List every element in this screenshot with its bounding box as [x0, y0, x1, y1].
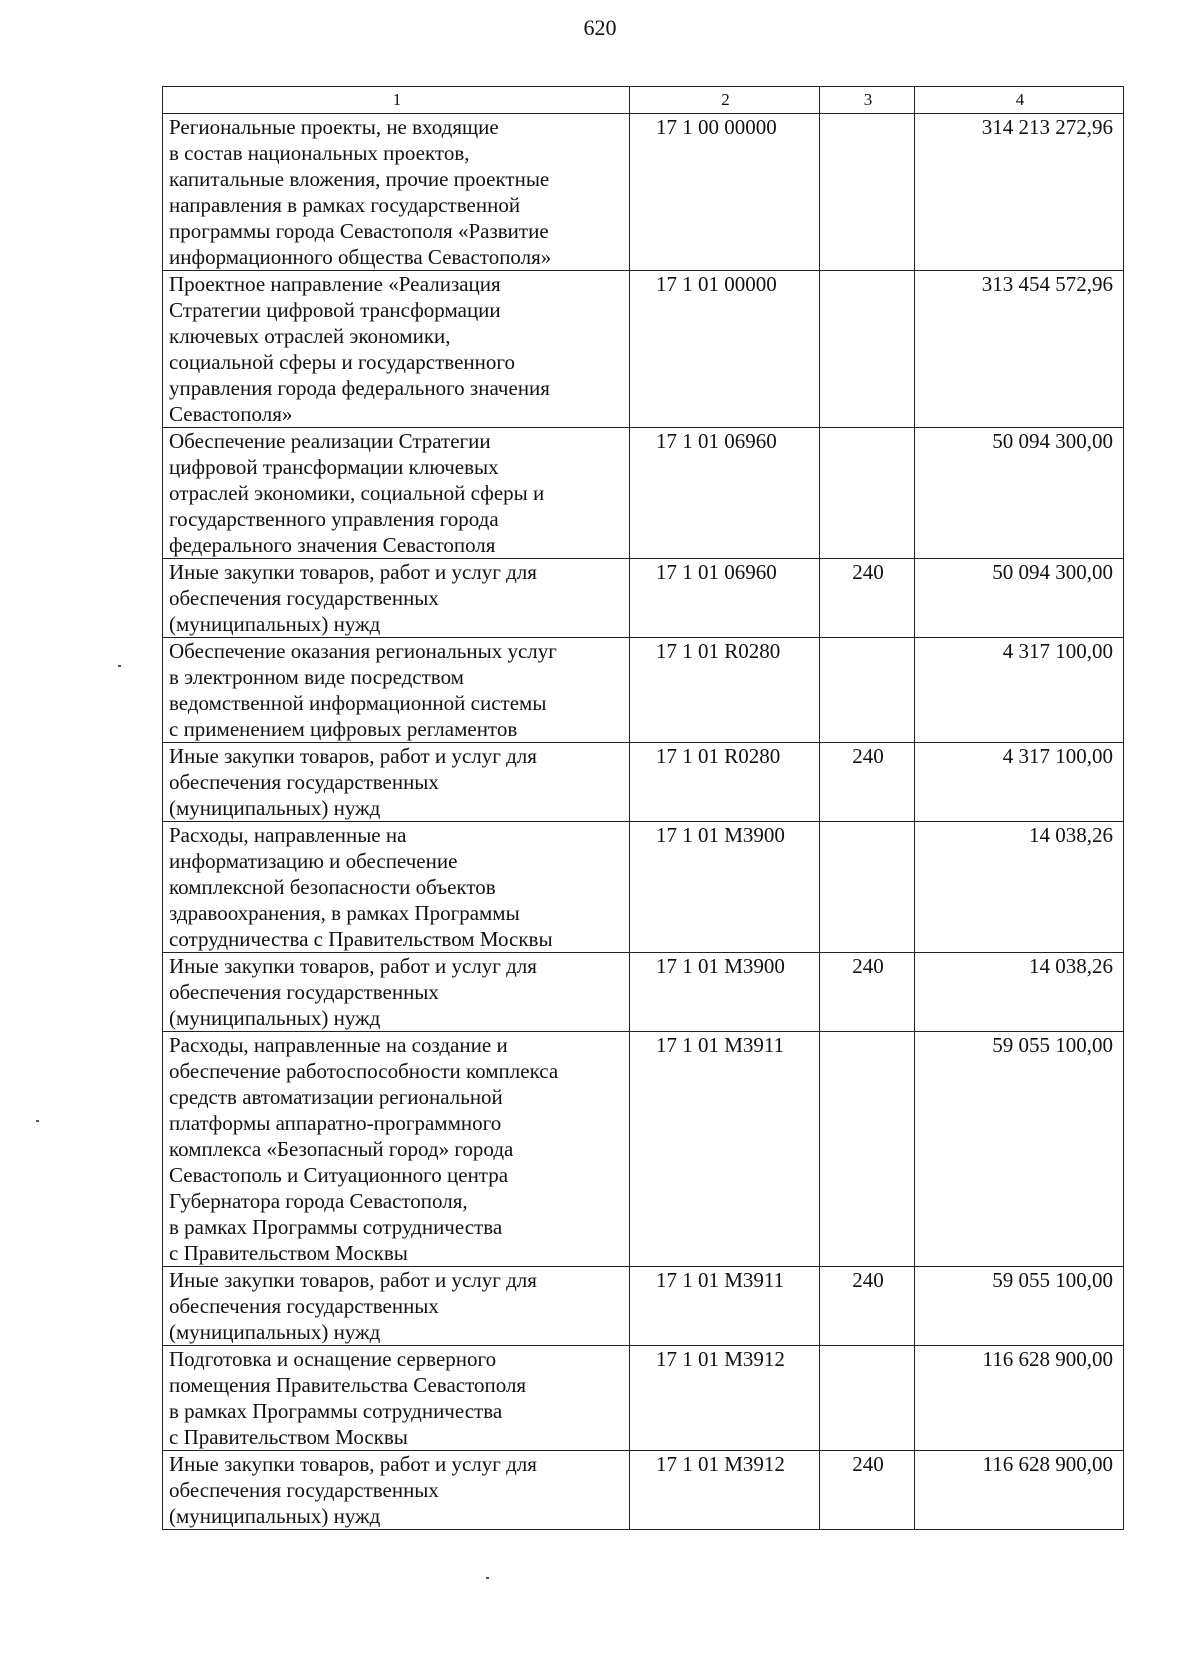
row-type: [820, 271, 915, 428]
row-name: Расходы, направленные на создание и обеспечение работоспособности комплекса средств автоматизации региональной платформы аппаратно-программного комплекса «Безопасный город» города Севастополь и Ситуационного центра Губернатора города Севастополя, в рамках Программы сотрудничества с Правительством Москвы: [163, 1032, 630, 1267]
table-row: [163, 1451, 1124, 1530]
table-row: [163, 743, 1124, 822]
row-type: [820, 428, 915, 559]
row-name: Обеспечение реализации Стратегии цифровой трансформации ключевых отраслей экономики, социальной сферы и государственного управления города федерального значения Севастополя: [163, 428, 630, 559]
budget-table: [162, 86, 1124, 1530]
header-cell-amount: 4: [915, 87, 1124, 114]
row-code: 17 1 01 M3911: [630, 1032, 820, 1267]
row-amount: 50 094 300,00: [915, 428, 1124, 559]
header-cell-code: 2: [630, 87, 820, 114]
row-code: 17 1 01 R0280: [630, 638, 820, 743]
row-name: Иные закупки товаров, работ и услуг для обеспечения государственных (муниципальных) нужд: [163, 559, 630, 638]
row-amount: 14 038,26: [915, 822, 1124, 953]
row-amount: 116 628 900,00: [915, 1451, 1124, 1530]
row-name: Иные закупки товаров, работ и услуг для обеспечения государственных (муниципальных) нужд: [163, 743, 630, 822]
row-type: 240: [820, 1267, 915, 1346]
row-name: Иные закупки товаров, работ и услуг для обеспечения государственных (муниципальных) нужд: [163, 1451, 630, 1530]
row-type: 240: [820, 953, 915, 1032]
row-name: Проектное направление «Реализация Стратегии цифровой трансформации ключевых отраслей экономики, социальной сферы и государственного управления города федерального значения Севастополя»: [163, 271, 630, 428]
row-code: 17 1 01 M3912: [630, 1451, 820, 1530]
row-type: 240: [820, 1451, 915, 1530]
row-name: Иные закупки товаров, работ и услуг для обеспечения государственных (муниципальных) нужд: [163, 1267, 630, 1346]
table-header-row: [163, 87, 1124, 114]
row-amount: 4 317 100,00: [915, 638, 1124, 743]
table-row: [163, 1032, 1124, 1267]
row-amount: 4 317 100,00: [915, 743, 1124, 822]
table-row: [163, 428, 1124, 559]
scan-speck: [118, 665, 121, 667]
table-row: [163, 271, 1124, 428]
row-amount: 314 213 272,96: [915, 114, 1124, 271]
row-amount: 313 454 572,96: [915, 271, 1124, 428]
row-code: 17 1 01 M3912: [630, 1346, 820, 1451]
table-row: [163, 953, 1124, 1032]
row-code: 17 1 00 00000: [630, 114, 820, 271]
row-name: Иные закупки товаров, работ и услуг для обеспечения государственных (муниципальных) нужд: [163, 953, 630, 1032]
table-row: [163, 1346, 1124, 1451]
row-type: 240: [820, 743, 915, 822]
row-amount: 14 038,26: [915, 953, 1124, 1032]
row-amount: 59 055 100,00: [915, 1267, 1124, 1346]
table-row: [163, 822, 1124, 953]
row-code: 17 1 01 R0280: [630, 743, 820, 822]
row-name: Подготовка и оснащение серверного помещения Правительства Севастополя в рамках Программы сотрудничества с Правительством Москвы: [163, 1346, 630, 1451]
scan-speck: [486, 1577, 489, 1579]
row-code: 17 1 01 00000: [630, 271, 820, 428]
row-type: [820, 822, 915, 953]
row-type: 240: [820, 559, 915, 638]
row-name: Региональные проекты, не входящие в состав национальных проектов, капитальные вложения, прочие проектные направления в рамках государственной программы города Севастополя «Развитие информационного общества Севастополя»: [163, 114, 630, 271]
row-amount: 50 094 300,00: [915, 559, 1124, 638]
row-amount: 59 055 100,00: [915, 1032, 1124, 1267]
header-cell-type: 3: [820, 87, 915, 114]
row-type: [820, 114, 915, 271]
scan-speck: [36, 1120, 39, 1122]
table-row: [163, 559, 1124, 638]
row-name: Обеспечение оказания региональных услуг в электронном виде посредством ведомственной информационной системы с применением цифровых регламентов: [163, 638, 630, 743]
row-type: [820, 1032, 915, 1267]
row-code: 17 1 01 M3900: [630, 953, 820, 1032]
row-name: Расходы, направленные на информатизацию и обеспечение комплексной безопасности объектов здравоохранения, в рамках Программы сотрудничества с Правительством Москвы: [163, 822, 630, 953]
row-code: 17 1 01 06960: [630, 428, 820, 559]
table-row: [163, 1267, 1124, 1346]
row-type: [820, 638, 915, 743]
row-type: [820, 1346, 915, 1451]
row-code: 17 1 01 06960: [630, 559, 820, 638]
page-number: 620: [583, 15, 617, 40]
header-cell-name: 1: [163, 87, 630, 114]
table-row: [163, 114, 1124, 271]
table-row: [163, 638, 1124, 743]
row-code: 17 1 01 M3900: [630, 822, 820, 953]
row-code: 17 1 01 M3911: [630, 1267, 820, 1346]
row-amount: 116 628 900,00: [915, 1346, 1124, 1451]
